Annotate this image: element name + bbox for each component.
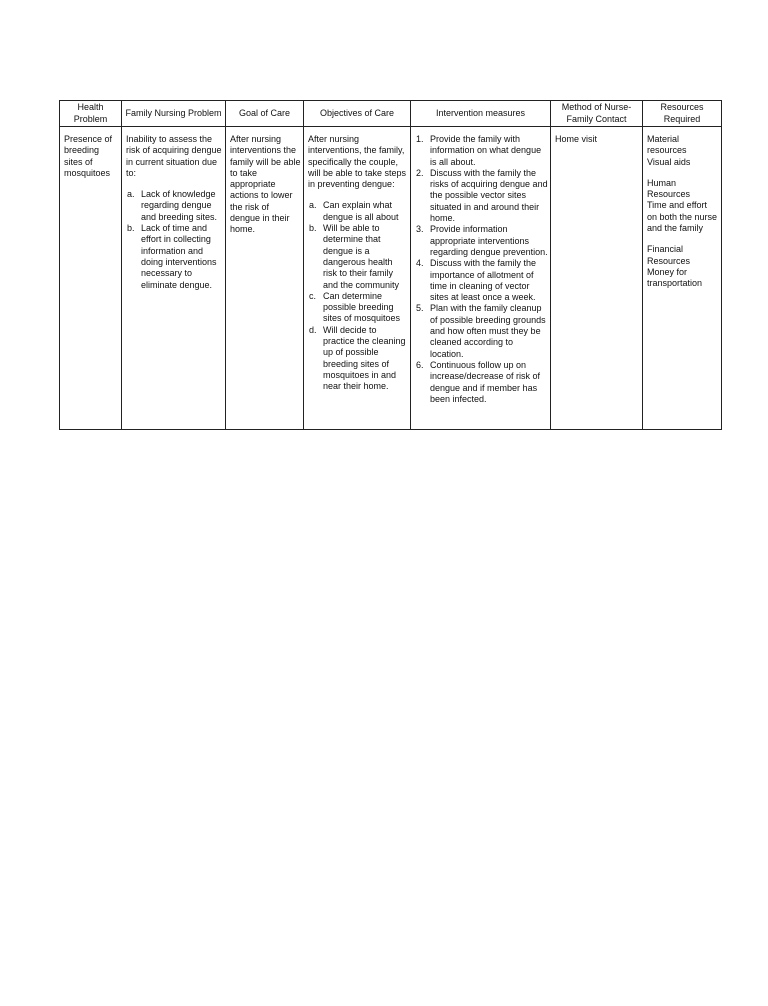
intervention-list <box>415 134 548 405</box>
list-item-text: Provide information appropriate interventions regarding dengue prevention. <box>430 224 548 257</box>
material-resources-value: Visual aids <box>647 156 691 167</box>
list-item-text: Continuous follow up on increase/decrease of risk of dengue and if member has been infected. <box>430 359 541 404</box>
list-item-text: Will decide to practice the cleaning up of possible breeding sites of mosquitoes in and near their home. <box>323 324 406 392</box>
financial-resources <box>647 244 719 289</box>
family-problem-intro: Inability to assess the risk of acquiring dengue in current situation due to: <box>126 134 222 178</box>
header-goal-of-care: Goal of Care <box>226 101 304 127</box>
list-marker: c. <box>309 290 317 301</box>
objectives-list <box>308 200 408 392</box>
list-marker: d. <box>309 324 317 335</box>
cell-intervention-measures <box>411 127 551 430</box>
goal-of-care-text: After nursing interventions the family will be able to take appropriate actions to lower the risk of dengue in their home. <box>230 134 301 235</box>
list-marker: 5. <box>416 303 424 314</box>
table-row <box>60 127 722 430</box>
list-item <box>308 325 408 393</box>
header-family-nursing-problem: Family Nursing Problem <box>122 101 226 127</box>
cell-health-problem <box>60 127 122 430</box>
health-problem-text: Presence of breeding sites of mosquitoes <box>64 134 113 178</box>
header-intervention-measures: Intervention measures <box>411 101 551 127</box>
list-marker: a. <box>127 189 135 200</box>
list-item-text: Provide the family with information on what dengue is all about. <box>430 134 542 167</box>
list-item-text: Can explain what dengue is all about <box>323 200 399 222</box>
material-resources <box>647 134 719 168</box>
financial-resources-label: Financial Resources <box>647 244 691 266</box>
human-resources-label: Human Resources <box>647 177 691 200</box>
list-item <box>126 189 223 223</box>
list-marker: b. <box>309 223 317 234</box>
list-item-text: Discuss with the family the risks of acquiring dengue and the possible vector sites situated in and around their home. <box>430 167 548 224</box>
list-item <box>415 303 548 359</box>
list-marker: 6. <box>416 359 424 370</box>
list-item <box>415 134 548 168</box>
financial-resources-value: Money for transportation <box>647 266 703 289</box>
list-item-text: Lack of knowledge regarding dengue and breeding sites. <box>141 189 218 222</box>
list-marker: 4. <box>416 258 424 269</box>
list-item-text: Plan with the family cleanup of possible breeding grounds and how often must they be cleaned according to location. <box>430 303 546 359</box>
material-resources-label: Material resources <box>647 134 687 156</box>
list-item-text: Can determine possible breeding sites of mosquitoes <box>323 290 401 324</box>
list-item <box>415 168 548 224</box>
list-item <box>415 360 548 405</box>
list-item <box>126 223 223 291</box>
list-item <box>308 200 408 223</box>
human-resources <box>647 178 719 234</box>
list-marker: b. <box>127 223 135 234</box>
cell-family-nursing-problem <box>122 127 226 430</box>
header-method-of-contact: Method of Nurse-Family Contact <box>551 101 643 127</box>
family-care-plan-table <box>59 100 722 430</box>
cell-goal-of-care <box>226 127 304 430</box>
list-item-text: Discuss with the family the importance of allotment of time in cleaning of vector sites at least once a week. <box>430 258 537 303</box>
method-of-contact-text: Home visit <box>555 134 598 144</box>
cell-objectives-of-care <box>304 127 411 430</box>
list-item <box>415 224 548 258</box>
cell-resources-required <box>643 127 722 430</box>
cell-method-of-contact <box>551 127 643 430</box>
list-marker: a. <box>309 200 317 211</box>
list-marker: 2. <box>416 167 424 178</box>
human-resources-value: Time and effort on both the nurse and the family <box>647 200 718 234</box>
header-objectives-of-care: Objectives of Care <box>304 101 411 127</box>
list-item <box>415 258 548 303</box>
header-health-problem: Health Problem <box>60 101 122 127</box>
list-item-text: Will be able to determine that dengue is a dangerous health risk to their family and the community <box>323 223 400 290</box>
family-problem-list <box>126 189 223 291</box>
header-row <box>60 101 722 127</box>
list-item-text: Lack of time and effort in collecting information and doing interventions necessary to eliminate dengue. <box>141 223 217 290</box>
list-marker: 1. <box>416 134 424 144</box>
objectives-intro: After nursing interventions, the family, specifically the couple, will be able to take steps in preventing dengue: <box>308 134 407 190</box>
list-item <box>308 223 408 291</box>
list-marker: 3. <box>416 224 424 235</box>
header-resources-required: Resources Required <box>643 101 722 127</box>
list-item <box>308 291 408 325</box>
